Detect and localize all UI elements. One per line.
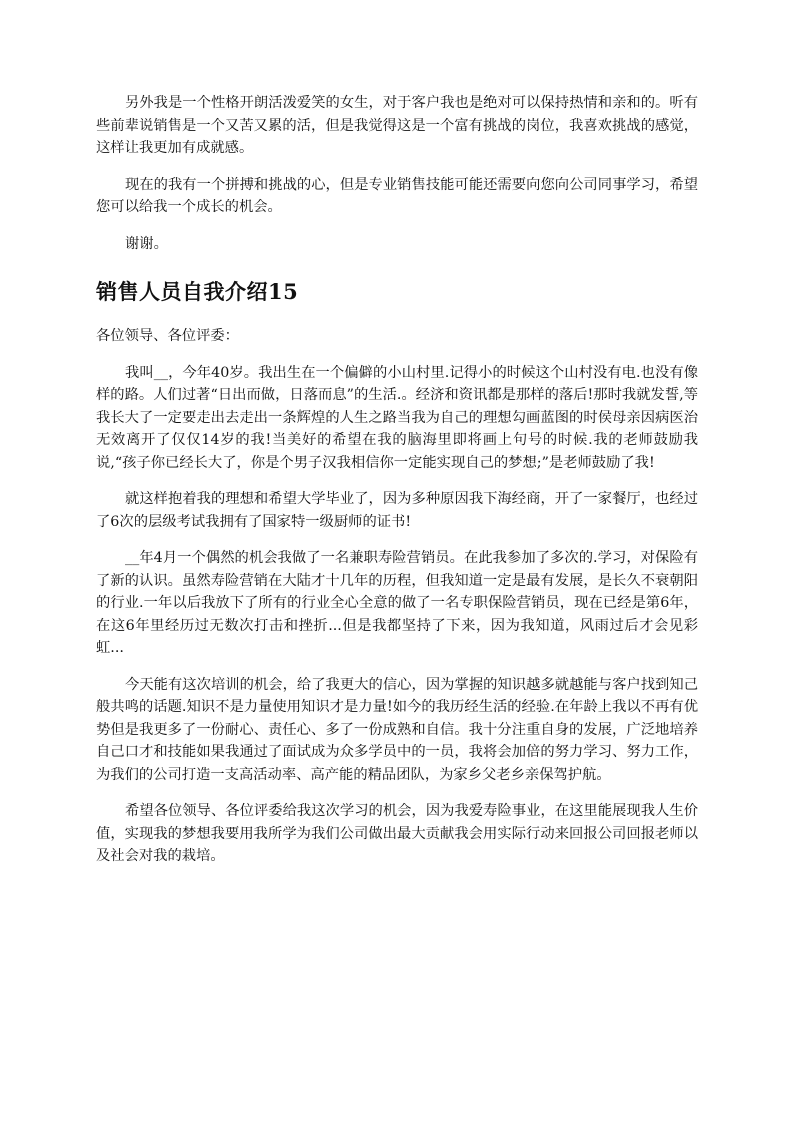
body-paragraph-1: 我叫__，今年40岁。我出生在一个偏僻的小山村里.记得小的时候这个山村没有电.也没有像样的路。人们过著“日出而做，日落而息”的生活.。经济和资讯都是那样的落后!那时我就发誓,等我长大了一定要走出去走出一条辉煌的人生之路当我为自己的理想勾画蓝图的时侯母亲因病医治无效离开了仅仅14岁的我!当美好的希望在我的脑海里即将画上句号的时候.我的老师鼓励我说,“孩子你已经长大了，你是个男子汉我相信你一定能实现自己的梦想;”是老师鼓励了我! — [96, 364, 698, 471]
intro-paragraph-3: 谢谢。 — [125, 235, 168, 252]
section-title: 销售人员自我介绍15 — [96, 279, 299, 304]
salutation: 各位领导、各位评委： — [96, 328, 239, 344]
body-paragraph-2: 就这样抱着我的理想和希望大学毕业了，因为多种原因我下海经商，开了一家餐厅，也经过了6次的层级考试我拥有了国家特一级厨师的证书! — [96, 491, 698, 530]
intro-paragraph-1: 另外我是一个性格开朗活泼爱笑的女生，对于客户我也是绝对可以保持热情和亲和的。听有些前辈说销售是一个又苦又累的活，但是我觉得这是一个富有挑战的岗位，我喜欢挑战的感觉，这样让我更加有成就感。 — [96, 95, 698, 156]
body-paragraph-3: __年4月一个偶然的机会我做了一名兼职寿险营销员。在此我参加了多次的.学习，对保险有了新的认识。虽然寿险营销在大陆才十几年的历程，但我知道一定是最有发展，是长久不衰朝阳的行业.一年以后我放下了所有的行业全心全意的做了一名专职保险营销员，现在已经是第6年，在这6年里经历过无数次打击和挫折...但是我都坚持了下来，因为我知道，风雨过后才会见彩虹... — [96, 550, 698, 656]
document-content — [96, 92, 698, 868]
body-paragraph-4: 今天能有这次培训的机会，给了我更大的信心，因为掌握的知识越多就越能与客户找到知己般共鸣的话题.知识不是力量使用知识才是力量!如今的我历经生活的经验.在年龄上我以不再有优势但是我更多了一份耐心、责任心、多了一份成熟和自信。我十分注重自身的发展，广泛地培养自己口才和技能如果我通过了面试成为众多学员中的一员，我将会加倍的努力学习、努力工作，为我们的公司打造一支高活动率、高产能的精品团队，为家乡父老乡亲保驾护航。 — [96, 676, 698, 783]
intro-paragraph-2: 现在的我有一个拼搏和挑战的心，但是专业销售技能可能还需要向您向公司同事学习，希望您可以给我一个成长的机会。 — [96, 176, 698, 215]
body-paragraph-5: 希望各位领导、各位评委给我这次学习的机会，因为我爱寿险事业，在这里能展现我人生价值，实现我的梦想我要用我所学为我们公司做出最大贡献我会用实际行动来回报公司回报老师以及社会对我的栽培。 — [96, 803, 698, 864]
